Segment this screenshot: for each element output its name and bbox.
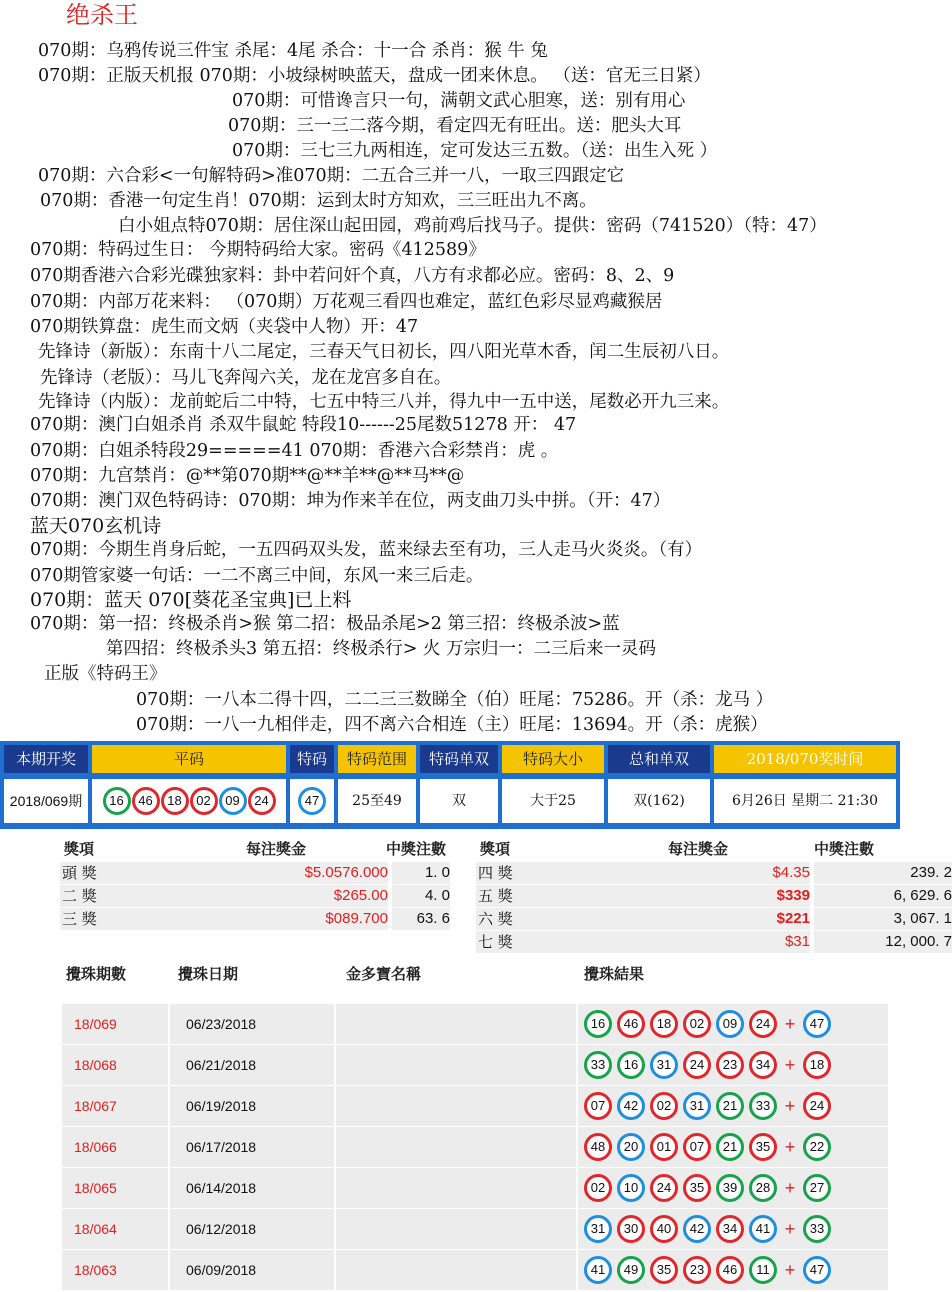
prediction-line: 070期：澳门双色特码诗：070期：坤为作来羊在位，两支曲刀头中拼。（开：47） [30,491,671,511]
prize-money: $265.00 [138,885,388,907]
page-title: 绝杀王 [66,1,138,29]
prediction-line: 070期香港六合彩光碟独家料：卦中若问奸个真，八方有求都必应。密码：8、2、9 [30,266,675,286]
result-date: 06/23/2018 [170,1004,334,1044]
prediction-line: 070期：三一三二落今期，看定四无有旺出。送：肥头大耳 [228,116,682,136]
prediction-line: 070期管家婆一句话：一二不离三中间，东风一来三后走。 [30,566,484,586]
number-ball: 24 [650,1174,678,1202]
prize-count: 4. 0 [392,885,450,907]
prize-name: 二 獎 [60,885,138,907]
prize-name: 頭 獎 [60,862,138,884]
prediction-line: 070期：乌鸦传说三件宝 杀尾：4尾 杀合：十一合 杀肖：猴 牛 兔 [38,41,548,61]
plus-sign: + [784,1218,796,1239]
next-draw-time-value: 6月26日 星期二 21:30 [714,779,896,823]
sum-odd-even-value: 双(162) [608,779,710,823]
normal-balls-cell [92,779,286,823]
prize-name: 七 獎 [476,931,544,953]
plus-sign: + [784,1013,796,1034]
number-ball: 24 [248,787,276,815]
special-number-ball: 27 [803,1174,831,1202]
prize-money: $4.35 [544,862,810,884]
number-ball: 21 [716,1133,744,1161]
number-ball: 07 [584,1092,612,1120]
number-ball: 31 [683,1092,711,1120]
number-ball: 16 [584,1010,612,1038]
prediction-line: 070期：三七三九两相连，定可发达三五数。（送：出生入死 ） [232,141,718,161]
number-ball: 35 [683,1174,711,1202]
number-ball: 34 [716,1215,744,1243]
number-ball: 21 [716,1092,744,1120]
number-ball: 31 [650,1051,678,1079]
special-ball-cell [290,779,334,823]
prize-row [60,862,460,884]
number-ball: 11 [749,1256,777,1284]
prize-name: 三 獎 [60,908,138,930]
prediction-line: 070期：九宫禁肖：@**第070期**@**羊**@**马**@ [30,466,465,486]
special-size-value: 大于25 [502,779,604,823]
prediction-line: 070期：澳门白姐杀肖 杀双牛鼠蛇 特段10------25尾数51278 开： 47 [30,415,577,435]
result-row [62,1250,888,1290]
prize-count: 12, 000. 7 [814,931,952,953]
result-date: 06/09/2018 [170,1250,334,1290]
result-balls [578,1004,888,1044]
prize-name: 五 獎 [476,885,544,907]
number-ball: 42 [617,1092,645,1120]
number-ball: 02 [683,1010,711,1038]
result-name [336,1004,576,1044]
special-number-ball: 18 [803,1051,831,1079]
result-name [336,1168,576,1208]
prediction-line: 070期：六合彩<一句解特码>准070期：二五合三并一八，一取三四跟定它 [38,166,625,186]
prize-count: 63. 6 [392,908,450,930]
number-ball: 33 [584,1051,612,1079]
header-sum-odd-even: 总和单双 [608,745,710,773]
prize-row [60,908,460,930]
draw-period: 2018/069期 [4,779,88,823]
header-next-draw-time: 2018/070奖时间 [714,745,896,773]
number-ball: 02 [650,1092,678,1120]
number-ball: 28 [749,1174,777,1202]
results-header-name: 金多寶名稱 [346,965,422,983]
number-ball: 39 [716,1174,744,1202]
number-ball: 18 [650,1010,678,1038]
number-ball: 23 [683,1256,711,1284]
plus-sign: + [784,1136,796,1157]
header-special-size: 特码大小 [502,745,604,773]
prediction-line: 070期：香港一句定生肖！070期：运到太时方知欢，三三旺出九不离。 [40,191,597,211]
results-header-period: 攪珠期數 [66,965,127,983]
special-range-value: 25至49 [338,779,416,823]
prize-money: $221 [544,908,810,930]
prize-header-count-right: 中獎注數 [814,840,875,858]
result-date: 06/17/2018 [170,1127,334,1167]
header-special-number: 特码 [290,745,334,773]
header-special-odd-even: 特码单双 [420,745,498,773]
number-ball: 35 [650,1256,678,1284]
number-ball: 49 [617,1256,645,1284]
number-ball: 01 [650,1133,678,1161]
prize-header-item: 獎項 [64,840,95,858]
special-odd-even-value: 双 [420,779,498,823]
prize-header-item-right: 獎項 [480,840,511,858]
prize-money: $339 [544,885,810,907]
result-row [62,1168,888,1208]
number-ball: 02 [584,1174,612,1202]
prediction-line: 070期：蓝天 070[葵花圣宝典]已上料 [30,589,352,611]
prize-header-money-right: 每注獎金 [668,840,729,858]
prediction-line: 070期：一八本二得十四，二二三三数睇全（伯）旺尾：75286。开（杀：龙马 ） [136,690,774,710]
result-date: 06/19/2018 [170,1086,334,1126]
prediction-line: 070期：特码过生日： 今期特码给大家。密码《412589》 [30,240,486,260]
result-period: 18/067 [62,1086,168,1126]
result-row [62,1086,888,1126]
number-ball: 31 [584,1215,612,1243]
prediction-line: 先锋诗（新版）：东南十八二尾定，三春天气日初长，四八阳光草木香，闰二生辰初八日。 [38,342,730,362]
plus-sign: + [784,1054,796,1075]
result-balls [578,1168,888,1208]
number-ball: 24 [683,1051,711,1079]
prediction-line: 070期：可惜谗言只一句，满朝文武心胆寒，送：别有用心 [232,91,686,111]
draw-table [0,741,900,829]
number-ball: 46 [132,787,160,815]
result-balls [578,1209,888,1249]
number-ball: 02 [190,787,218,815]
result-balls [578,1250,888,1290]
result-period: 18/063 [62,1250,168,1290]
number-ball: 16 [103,787,131,815]
prize-money: $5.0576.000 [138,862,388,884]
result-balls [578,1045,888,1085]
result-date: 06/14/2018 [170,1168,334,1208]
prize-count: 3, 067. 1 [814,908,952,930]
special-number-ball: 47 [803,1010,831,1038]
result-name [336,1045,576,1085]
number-ball: 34 [749,1051,777,1079]
plus-sign: + [784,1259,796,1280]
prize-money: $31 [544,931,810,953]
prize-name: 四 獎 [476,862,544,884]
result-date: 06/21/2018 [170,1045,334,1085]
prize-row [476,931,952,953]
prediction-line: 白小姐点特070期：居住深山起田园，鸡前鸡后找马子。提供：密码（741520）（特：47） [118,216,827,236]
prediction-line: 070期：内部万花来料： （070期）万花观三看四也难定，蓝红色彩尽显鸡藏猴居 [30,292,663,312]
number-ball: 42 [683,1215,711,1243]
prediction-line: 070期：第一招：终极杀肖>猴 第二招：极品杀尾>2 第三招：终极杀波>蓝 [30,614,620,634]
header-current-draw: 本期开奖 [4,745,88,773]
prize-row [476,908,952,930]
prize-count: 6, 629. 6 [814,885,952,907]
number-ball: 40 [650,1215,678,1243]
special-number-ball: 24 [803,1092,831,1120]
special-number-ball: 47 [803,1256,831,1284]
result-period: 18/065 [62,1168,168,1208]
prize-header-count: 中獎注數 [386,840,447,858]
number-ball: 46 [617,1010,645,1038]
prediction-line: 正版《特码王》 [44,664,167,684]
prize-count: 1. 0 [392,862,450,884]
number-ball: 41 [749,1215,777,1243]
results-header-date: 攪珠日期 [178,965,239,983]
number-ball: 10 [617,1174,645,1202]
number-ball: 09 [716,1010,744,1038]
special-number-ball: 47 [298,787,326,815]
prediction-line: 第四招：终极杀头3 第五招：终极杀行> 火 万宗归一：二三后来一灵码 [106,639,656,659]
prediction-line: 070期：今期生肖身后蛇，一五四码双头发，蓝来绿去至有功，三人走马火炎炎。（有） [30,540,703,560]
result-name [336,1086,576,1126]
prize-header-money: 每注獎金 [246,840,307,858]
prize-row [476,862,952,884]
result-name [336,1209,576,1249]
result-period: 18/064 [62,1209,168,1249]
prediction-line: 070期：正版天机报 070期：小坡绿树映蓝天，盘成一团来休息。 （送：官无三日紧） [38,66,711,86]
header-normal-numbers: 平码 [92,745,286,773]
number-ball: 35 [749,1133,777,1161]
result-row [62,1209,888,1249]
plus-sign: + [784,1095,796,1116]
prize-row [476,885,952,907]
number-ball: 18 [161,787,189,815]
result-period: 18/066 [62,1127,168,1167]
number-ball: 46 [716,1256,744,1284]
header-special-range: 特码范围 [338,745,416,773]
prize-row [60,885,460,907]
result-row [62,1045,888,1085]
prediction-line: 070期铁算盘：虎生而文炳（夹袋中人物）开：47 [30,317,419,337]
prize-name: 六 獎 [476,908,544,930]
result-name [336,1127,576,1167]
number-ball: 41 [584,1256,612,1284]
number-ball: 09 [219,787,247,815]
result-date: 06/12/2018 [170,1209,334,1249]
prediction-line: 蓝天070玄机诗 [30,515,162,537]
result-row [62,1004,888,1044]
prize-money: $089.700 [138,908,388,930]
result-balls [578,1086,888,1126]
prediction-line: 070期：白姐杀特段29=====41 070期：香港六合彩禁肖：虎 。 [30,441,559,461]
result-period: 18/068 [62,1045,168,1085]
number-ball: 07 [683,1133,711,1161]
number-ball: 48 [584,1133,612,1161]
prediction-line: 先锋诗（内版）：龙前蛇后二中特，七五中特三八并，得九中一五中送，尾数必开九三来。 [38,392,730,412]
number-ball: 24 [749,1010,777,1038]
plus-sign: + [784,1177,796,1198]
result-row [62,1127,888,1167]
number-ball: 20 [617,1133,645,1161]
prize-count: 239. 2 [814,862,952,884]
special-number-ball: 33 [803,1215,831,1243]
number-ball: 16 [617,1051,645,1079]
number-ball: 30 [617,1215,645,1243]
result-period: 18/069 [62,1004,168,1044]
number-ball: 33 [749,1092,777,1120]
number-ball: 23 [716,1051,744,1079]
prediction-line: 先锋诗（老版）：马儿飞奔闯六关，龙在龙宫多自在。 [40,368,452,388]
prediction-line: 070期：一八一九相伴走，四不离六合相连（主）旺尾：13694。开（杀：虎猴） [136,715,768,735]
results-header-result: 攪珠結果 [584,965,645,983]
special-number-ball: 22 [803,1133,831,1161]
result-name [336,1250,576,1290]
result-balls [578,1127,888,1167]
